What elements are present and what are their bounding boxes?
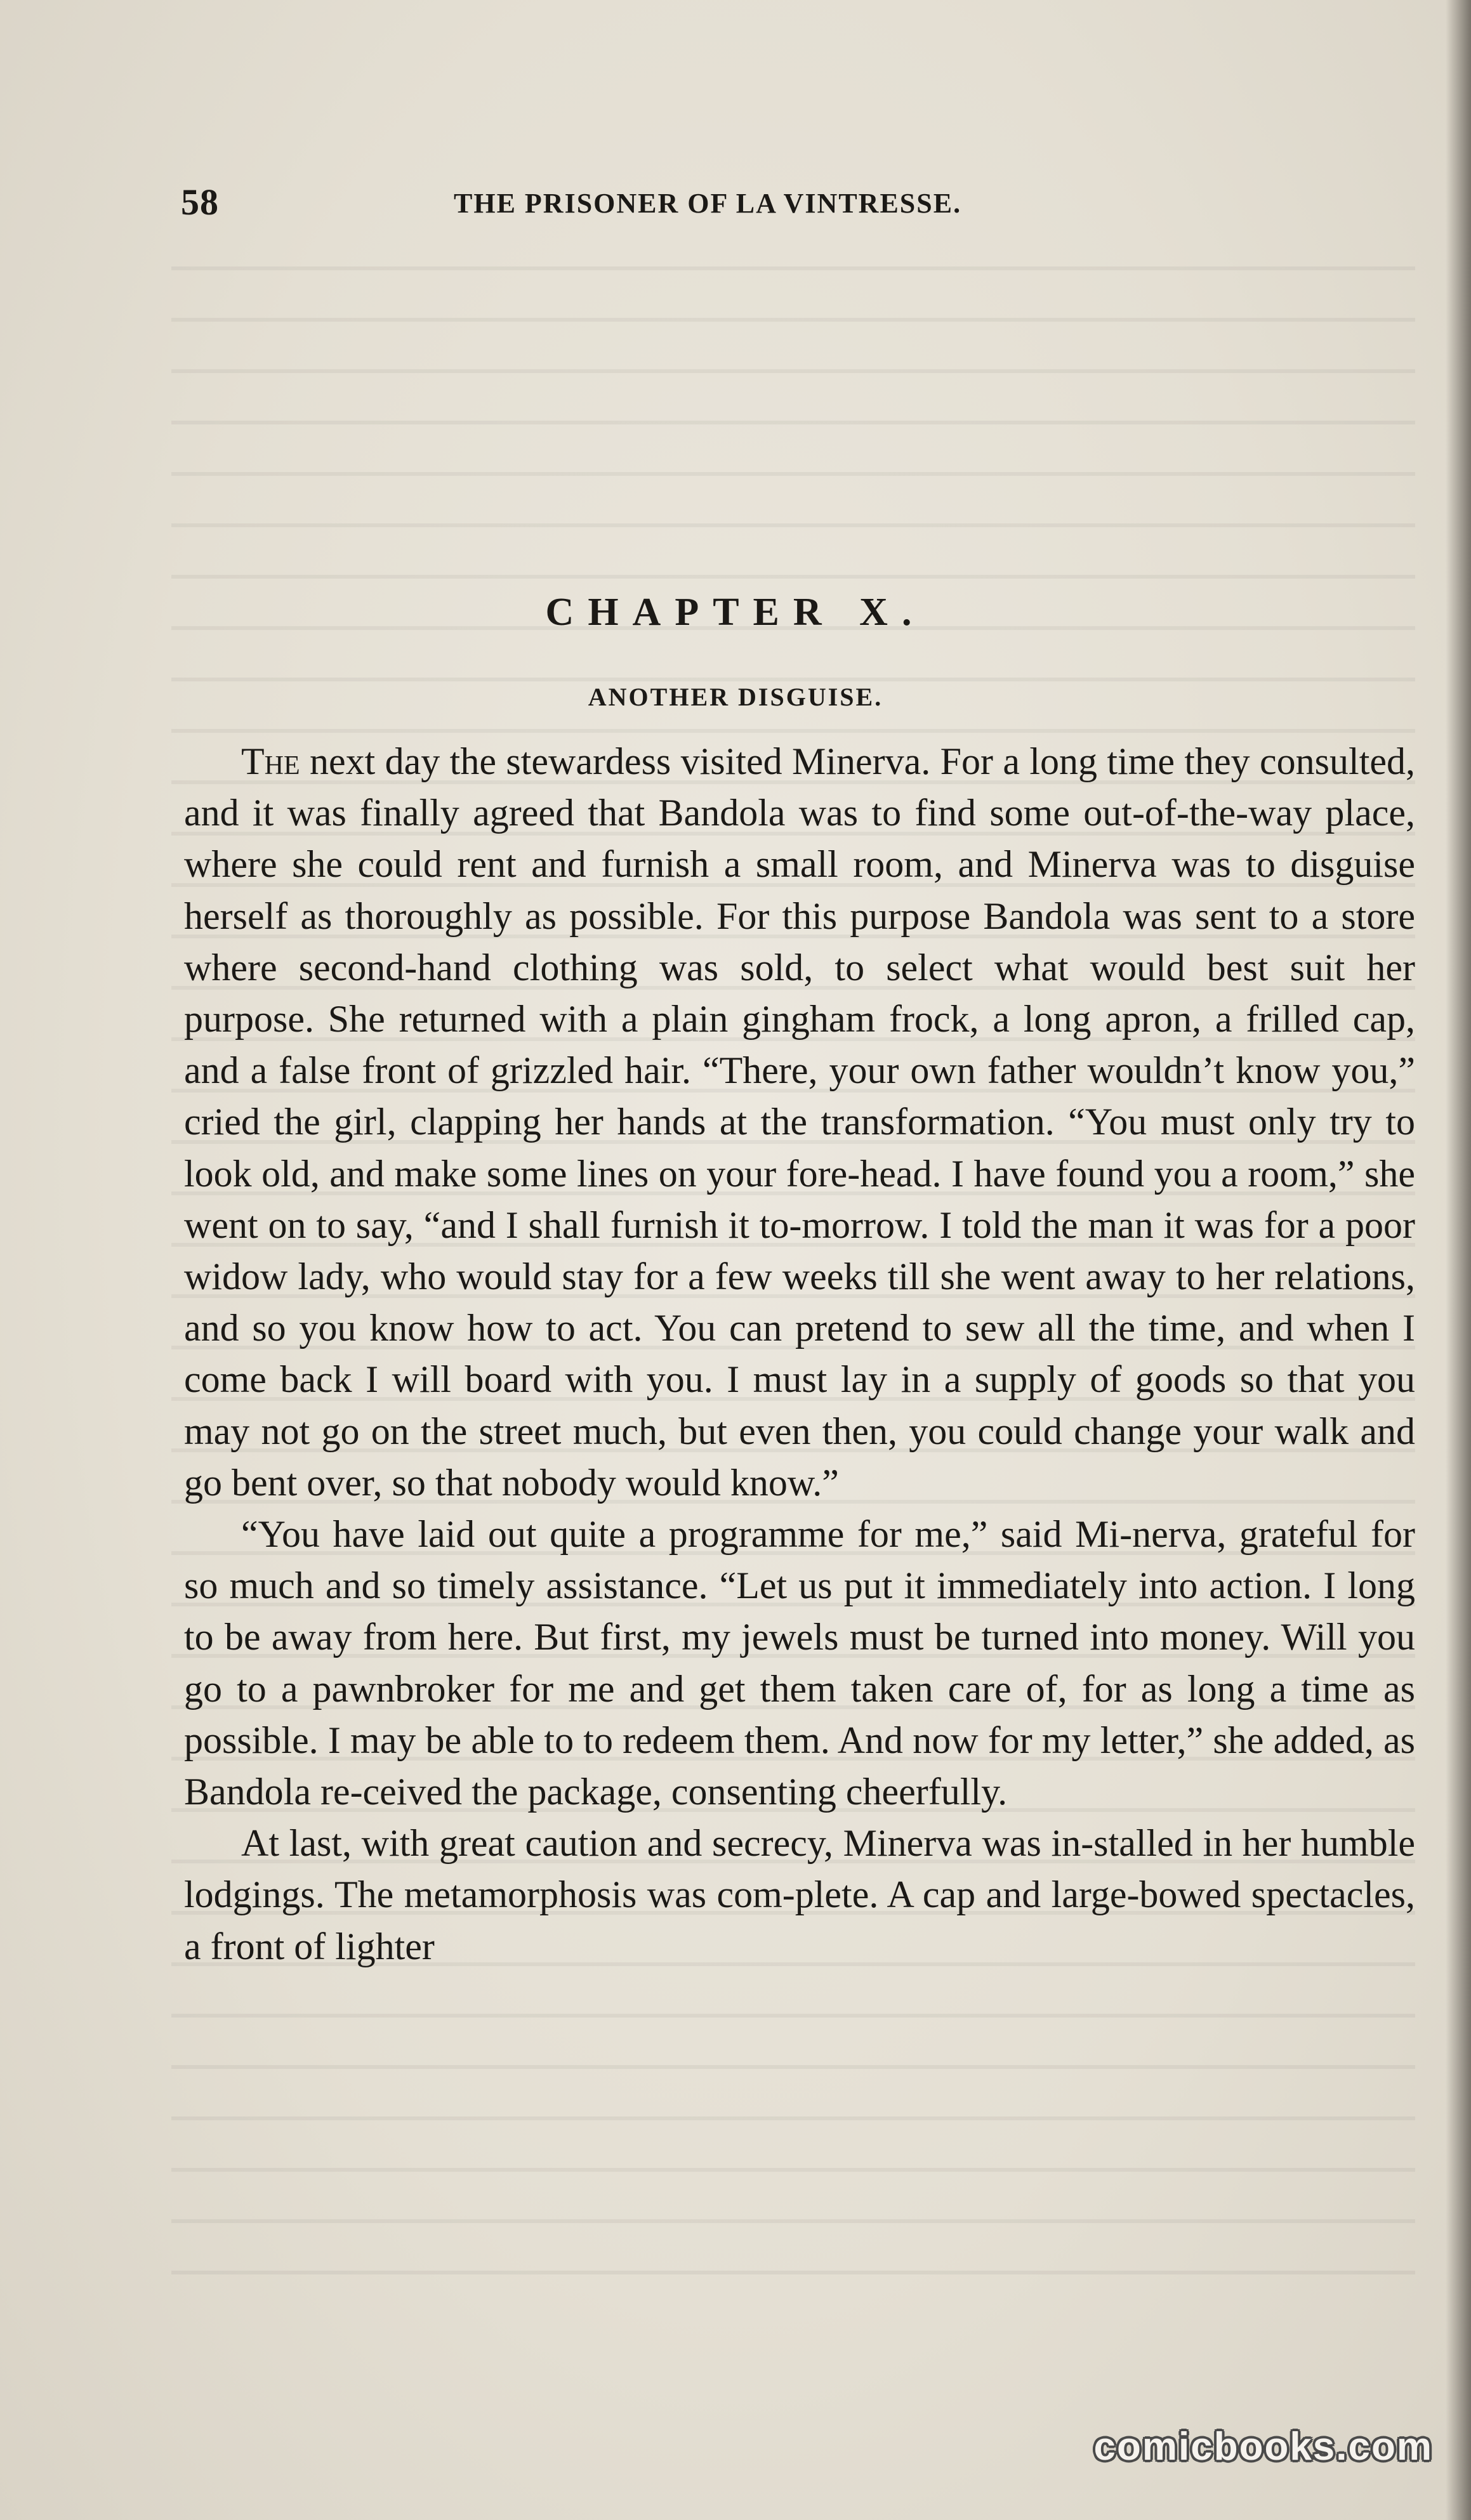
- paragraph: [184, 1509, 1415, 1818]
- spine-shadow: [1446, 0, 1471, 2520]
- paragraph-text: next day the stewardess visited Minerva. For a long time they consulted, and it was finally agreed that Bandola was to find some out-of-the-way place, where she could rent and furnish a small room, and Minerva was to disguise herself as thoroughly as possible. For this purpose Bandola was sent to a store where second-hand clothing was sold, to select what would best suit her purpose. She returned with a plain gingham frock, a long apron, a frilled cap, and a false front of grizzled hair. “There, your own father wouldn’t know you,” cried the girl, clapping her hands at the transformation. “You must only try to look old, and make some lines on your fore-head. I have found you a room,” she went on to say, “and I shall furnish it to-morrow. I told the man it was for a poor widow lady, who would stay for a few weeks till she went away to her relations, and so you know how to act. You can pretend to sew all the time, and when I come back I will board with you. I must lay in a supply of goods so that you may not go on the street much, but even then, you could change your walk and go bent over, so that nobody would know.”: [184, 740, 1415, 1504]
- paragraph: [184, 1818, 1415, 1972]
- paragraph-text: “You have laid out quite a programme for me,” said Mi-nerva, grateful for so much and so timely assistance. “Let us put it immediately into action. I long to be away from here. But first, my jewels must be turned into money. Will you go to a pawnbroker for me and get them taken care of, for as long a time as possible. I may be able to to redeem them. And now for my letter,” she added, as Bandola re-ceived the package, consenting cheerfully.: [184, 1513, 1415, 1813]
- watermark: comicbooks.com: [1093, 2425, 1433, 2469]
- chapter-subtitle: ANOTHER DISGUISE.: [588, 683, 883, 711]
- chapter-title: CHAPTER X.: [545, 591, 926, 634]
- body-text: [184, 736, 1415, 1972]
- running-head-title: THE PRISONER OF LA VINTRESSE.: [454, 188, 962, 219]
- page-number: 58: [181, 181, 219, 223]
- paragraph: [184, 736, 1415, 1509]
- running-head: [181, 181, 1145, 232]
- paragraph-text: At last, with great caution and secrecy, Minerva was in-stalled in her humble lodgings. The metamorphosis was com-plete. A cap and large-bowed spectacles, a front of lighter: [184, 1822, 1415, 1967]
- paragraph-lead-word: The: [241, 740, 300, 782]
